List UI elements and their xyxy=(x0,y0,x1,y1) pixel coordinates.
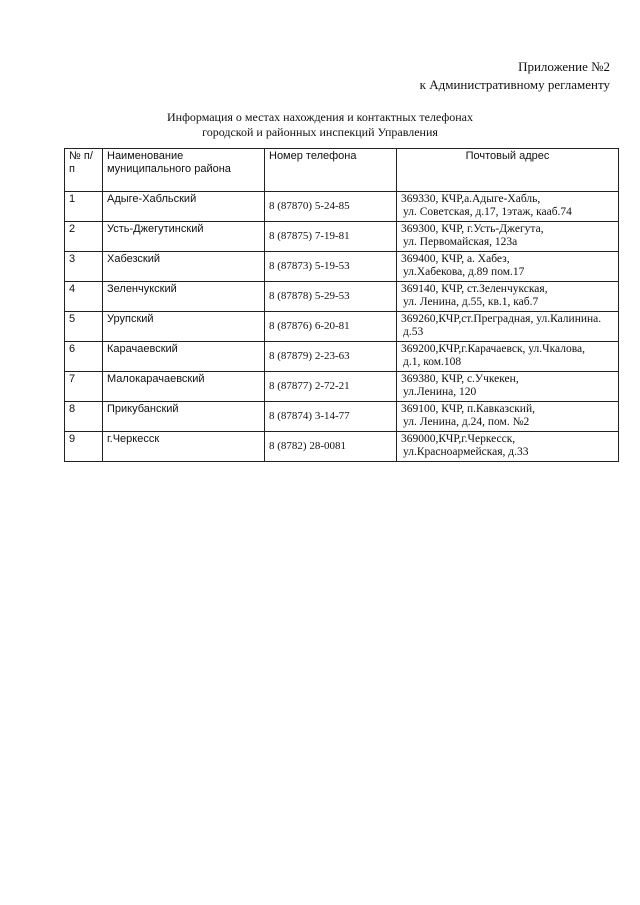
row-number: 9 xyxy=(65,432,103,462)
phone-number: 8 (87877) 2-72-21 xyxy=(265,372,397,402)
address-line-1: 369300, КЧР, г.Усть-Джегута, xyxy=(401,223,544,235)
appendix-reference: к Административному регламенту xyxy=(419,77,610,92)
phone-number: 8 (87874) 3-14-77 xyxy=(265,402,397,432)
address-line-2: ул.Ленина, 120 xyxy=(403,386,477,398)
table-row xyxy=(65,192,619,222)
address-line-2: д.1, ком.108 xyxy=(403,356,462,368)
postal-address xyxy=(397,222,619,252)
postal-address xyxy=(397,282,619,312)
phone-number: 8 (87878) 5-29-53 xyxy=(265,282,397,312)
address-line-1: 369400, КЧР, а. Хабез, xyxy=(401,253,510,265)
district-name: Хабезский xyxy=(103,252,265,282)
row-number: 6 xyxy=(65,342,103,372)
table-row xyxy=(65,342,619,372)
address-line-1: 369200,КЧР,г.Карачаевск, ул.Чкалова, xyxy=(401,343,586,355)
district-name: Зеленчукский xyxy=(103,282,265,312)
phone-number: 8 (87870) 5-24-85 xyxy=(265,192,397,222)
column-header-number: № п/п xyxy=(65,149,103,192)
table-row xyxy=(65,282,619,312)
table-header-row xyxy=(65,149,619,192)
postal-address xyxy=(397,252,619,282)
address-line-2: ул.Хабекова, д.89 пом.17 xyxy=(403,266,525,278)
appendix-header xyxy=(420,58,610,94)
table-row xyxy=(65,432,619,462)
district-name: Малокарачаевский xyxy=(103,372,265,402)
district-name: Усть-Джегутинский xyxy=(103,222,265,252)
district-name: г.Черкесск xyxy=(103,432,265,462)
address-line-2: ул. Советская, д.17, 1этаж, кааб.74 xyxy=(403,206,572,218)
phone-number: 8 (87873) 5-19-53 xyxy=(265,252,397,282)
postal-address xyxy=(397,432,619,462)
appendix-number: Приложение №2 xyxy=(518,59,610,74)
postal-address xyxy=(397,402,619,432)
address-line-1: 369000,КЧР,г.Черкесск, xyxy=(401,433,516,445)
table-body xyxy=(65,192,619,462)
title-line-2: городской и районных инспекций Управления xyxy=(202,125,438,139)
address-line-1: 369330, КЧР,а.Адыге-Хабль, xyxy=(401,193,541,205)
table-row xyxy=(65,402,619,432)
phone-number: 8 (87879) 2-23-63 xyxy=(265,342,397,372)
phone-number: 8 (8782) 28-0081 xyxy=(265,432,397,462)
postal-address xyxy=(397,192,619,222)
district-name: Карачаевский xyxy=(103,342,265,372)
column-header-district: Наименование муниципального района xyxy=(103,149,265,192)
postal-address xyxy=(397,342,619,372)
address-line-1: 369140, КЧР, ст.Зеленчукская, xyxy=(401,283,548,295)
column-header-address: Почтовый адрес xyxy=(397,149,619,192)
district-name: Прикубанский xyxy=(103,402,265,432)
address-line-2: ул.Красноармейская, д.33 xyxy=(403,446,529,458)
phone-number: 8 (87876) 6-20-81 xyxy=(265,312,397,342)
address-line-2: д.53 xyxy=(403,326,424,338)
table-row xyxy=(65,372,619,402)
address-line-2: ул. Первомайская, 123а xyxy=(403,236,518,248)
table-row xyxy=(65,312,619,342)
row-number: 7 xyxy=(65,372,103,402)
address-line-1: 369380, КЧР, с.Учкекен, xyxy=(401,373,519,385)
row-number: 2 xyxy=(65,222,103,252)
column-header-phone: Номер телефона xyxy=(265,149,397,192)
row-number: 8 xyxy=(65,402,103,432)
address-line-1: 369100, КЧР, п.Кавказский, xyxy=(401,403,535,415)
postal-address xyxy=(397,372,619,402)
row-number: 4 xyxy=(65,282,103,312)
district-name: Урупский xyxy=(103,312,265,342)
postal-address xyxy=(397,312,619,342)
address-line-2: ул. Ленина, д.55, кв.1, каб.7 xyxy=(403,296,539,308)
document-title xyxy=(0,110,640,140)
district-name: Адыге-Хабльский xyxy=(103,192,265,222)
address-line-1: 369260,КЧР,ст.Преградная, ул.Калинина. xyxy=(401,313,602,325)
title-line-1: Информация о местах нахождения и контактных телефонах xyxy=(167,110,473,124)
table-row xyxy=(65,252,619,282)
phone-number: 8 (87875) 7-19-81 xyxy=(265,222,397,252)
table-row xyxy=(65,222,619,252)
inspections-table xyxy=(64,148,619,462)
address-line-2: ул. Ленина, д.24, пом. №2 xyxy=(403,416,530,428)
row-number: 5 xyxy=(65,312,103,342)
row-number: 3 xyxy=(65,252,103,282)
row-number: 1 xyxy=(65,192,103,222)
